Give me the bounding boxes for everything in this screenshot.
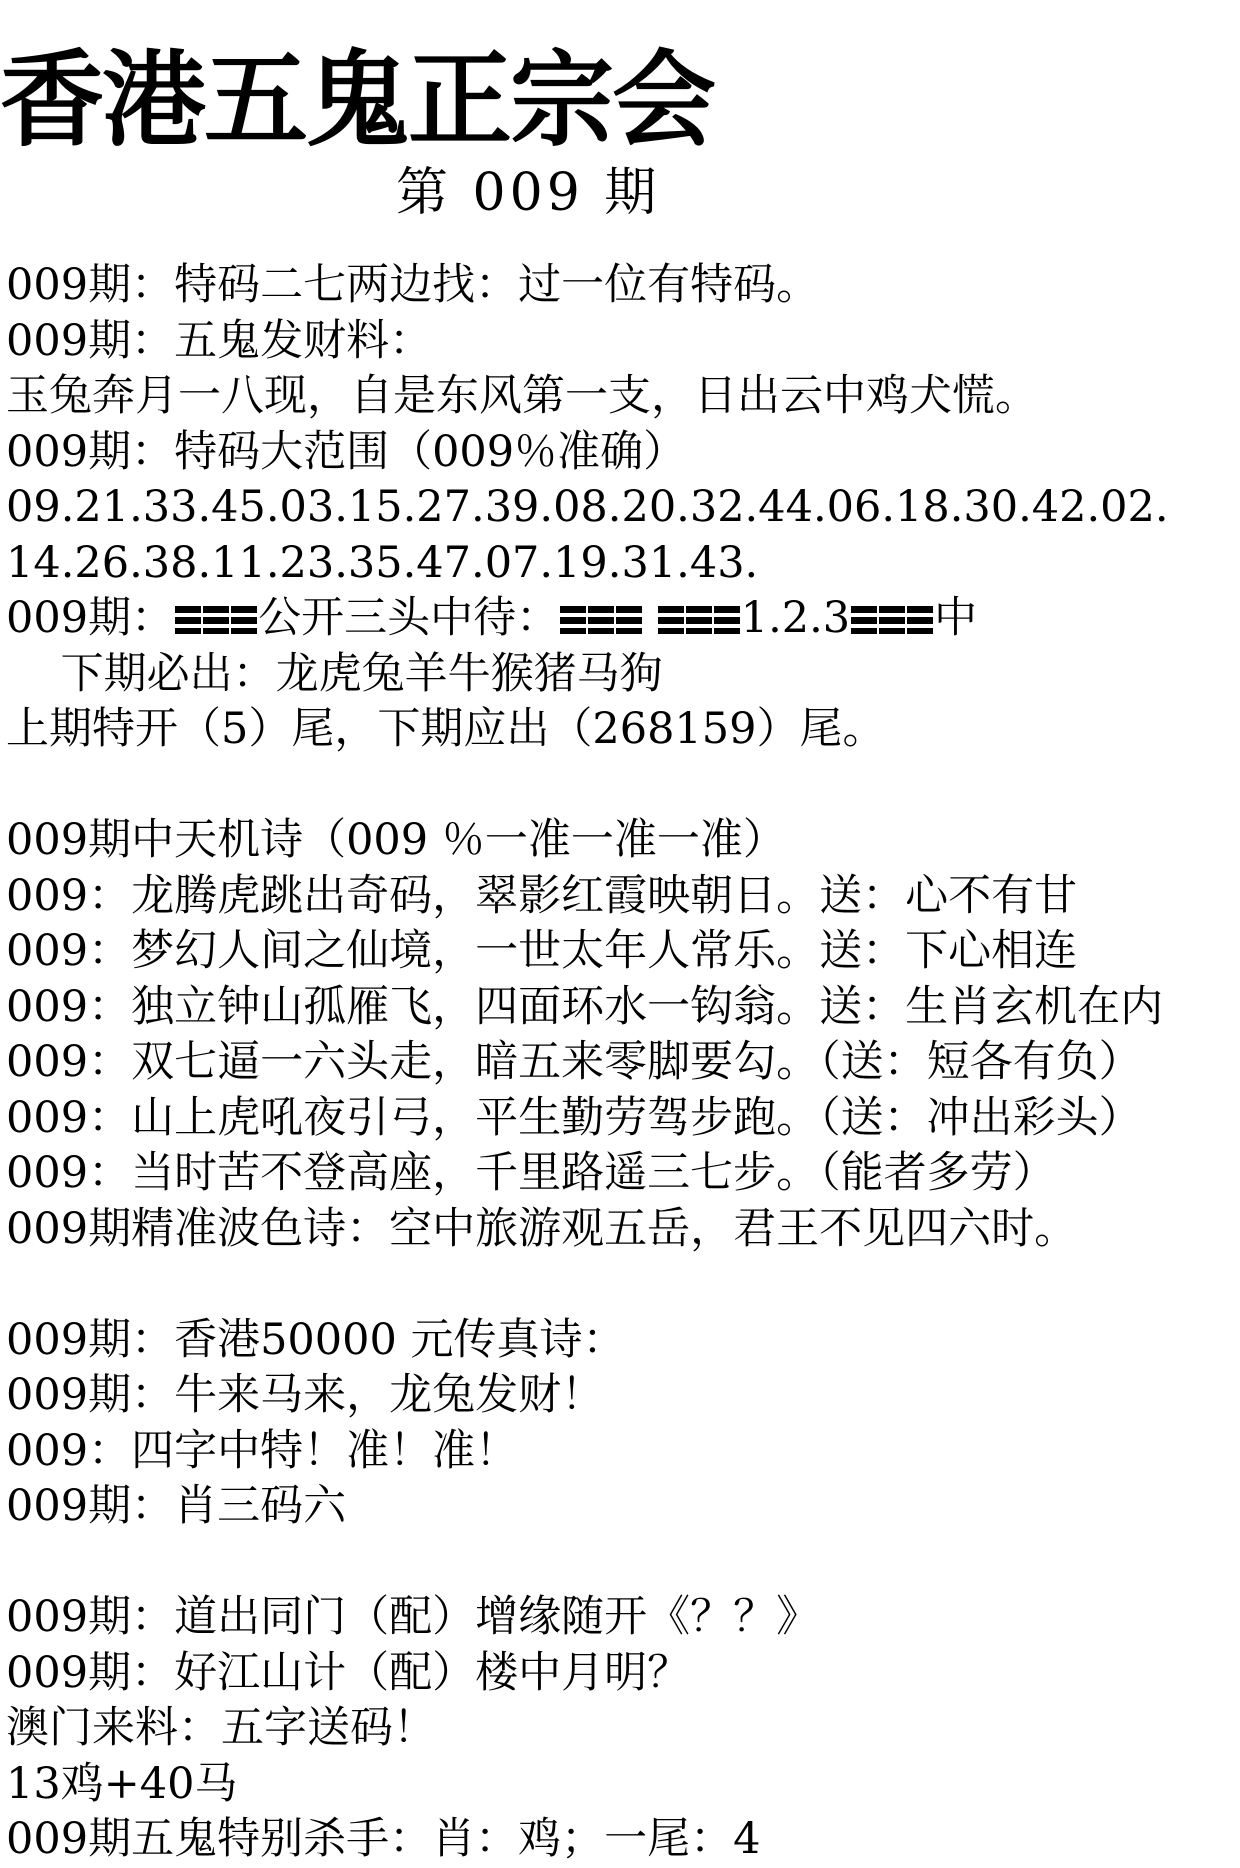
redaction-block <box>714 606 740 634</box>
blank-line <box>6 1535 1234 1591</box>
poem-line: 009：独立钟山孤雁飞，四面环水一钩翁。送：生肖玄机在内 <box>6 981 1164 1032</box>
blocks-d <box>850 593 934 643</box>
text-line: 009期：肖三码六 <box>6 1481 347 1531</box>
number-list-line: 09.21.33.45.03.15.27.39.08.20.32.44.06.18.30.42.02. <box>6 482 1169 532</box>
text-line: 009期精准波色诗：空中旅游观五岳，君王不见四六时。 <box>6 1203 1078 1254</box>
line-end: 中 <box>934 593 978 643</box>
blank-line <box>6 1257 1234 1313</box>
text-line: 009期：特码二七两边找：过一位有特码。 <box>6 260 820 310</box>
text-line: 009：四字中特！准！准！ <box>6 1425 519 1476</box>
text-line: 009期：好江山计（配）楼中月明？ <box>6 1647 691 1698</box>
text-line: 13鸡+40马 <box>6 1758 238 1809</box>
line-prefix: 009期： <box>6 593 175 643</box>
text-line: 009期：特码大范围（009％准确） <box>6 426 687 477</box>
redaction-block <box>175 606 201 634</box>
blocks-b <box>559 593 643 643</box>
redaction-block <box>686 606 712 634</box>
text-line: 下期必出：龙虎兔羊牛猴猪马狗 <box>6 648 663 699</box>
text-line: 009期：五鬼发财料： <box>6 315 433 366</box>
poem-line: 009：双七逼一六头走，暗五来零脚要勾。（送：短各有负） <box>6 1037 1142 1087</box>
redaction-block <box>851 606 877 634</box>
text-line: 009期五鬼特别杀手：肖：鸡；一尾：4 <box>6 1814 761 1864</box>
blocks-c <box>657 593 741 643</box>
line-mid: 公开三头中待： <box>258 593 560 643</box>
redaction-block <box>616 606 642 634</box>
text-line: 009期：道出同门（配）增缘随开《？？》 <box>6 1592 820 1642</box>
page-title: 香港五鬼正宗会 <box>0 38 715 161</box>
text-line: 009期：牛来马来，龙兔发财！ <box>6 1370 605 1420</box>
redaction-block <box>231 606 257 634</box>
poem-line: 009：梦幻人间之仙境，一世太年人常乐。送：下心相连 <box>6 926 1078 976</box>
redaction-block <box>658 606 684 634</box>
redaction-block <box>879 606 905 634</box>
issue-number: 第 009 期 <box>396 163 661 223</box>
poem-line: 009：当时苦不登高座，千里路遥三七步。（能者多劳） <box>6 1148 1056 1198</box>
poem-line: 009：龙腾虎跳出奇码，翠影红霞映朝日。送：心不有甘 <box>6 870 1078 921</box>
text-line: 上期特开（5）尾，下期应出（268159）尾。 <box>6 704 886 754</box>
text-line: 009期：香港50000 元传真诗： <box>6 1314 626 1365</box>
document-body <box>6 258 1234 1868</box>
redaction-block <box>907 606 933 634</box>
redaction-block <box>203 606 229 634</box>
blocks-a <box>174 593 258 643</box>
redaction-block <box>560 606 586 634</box>
text-line: 澳门来料：五字送码！ <box>6 1703 436 1753</box>
redaction-block <box>588 606 614 634</box>
blank-line <box>6 758 1234 814</box>
line-numbers: 1.2.3 <box>740 593 851 643</box>
text-line: 009期中天机诗（009 ％一准一准一准） <box>6 815 786 865</box>
three-head-line <box>6 591 1234 647</box>
number-list-line: 14.26.38.11.23.35.47.07.19.31.43. <box>6 537 759 588</box>
poem-line: 009：山上虎吼夜引弓，平生勤劳驾步跑。（送：冲出彩头） <box>6 1092 1142 1143</box>
text-line: 玉兔奔月一八现，自是东风第一支，日出云中鸡犬慌。 <box>6 371 1038 421</box>
